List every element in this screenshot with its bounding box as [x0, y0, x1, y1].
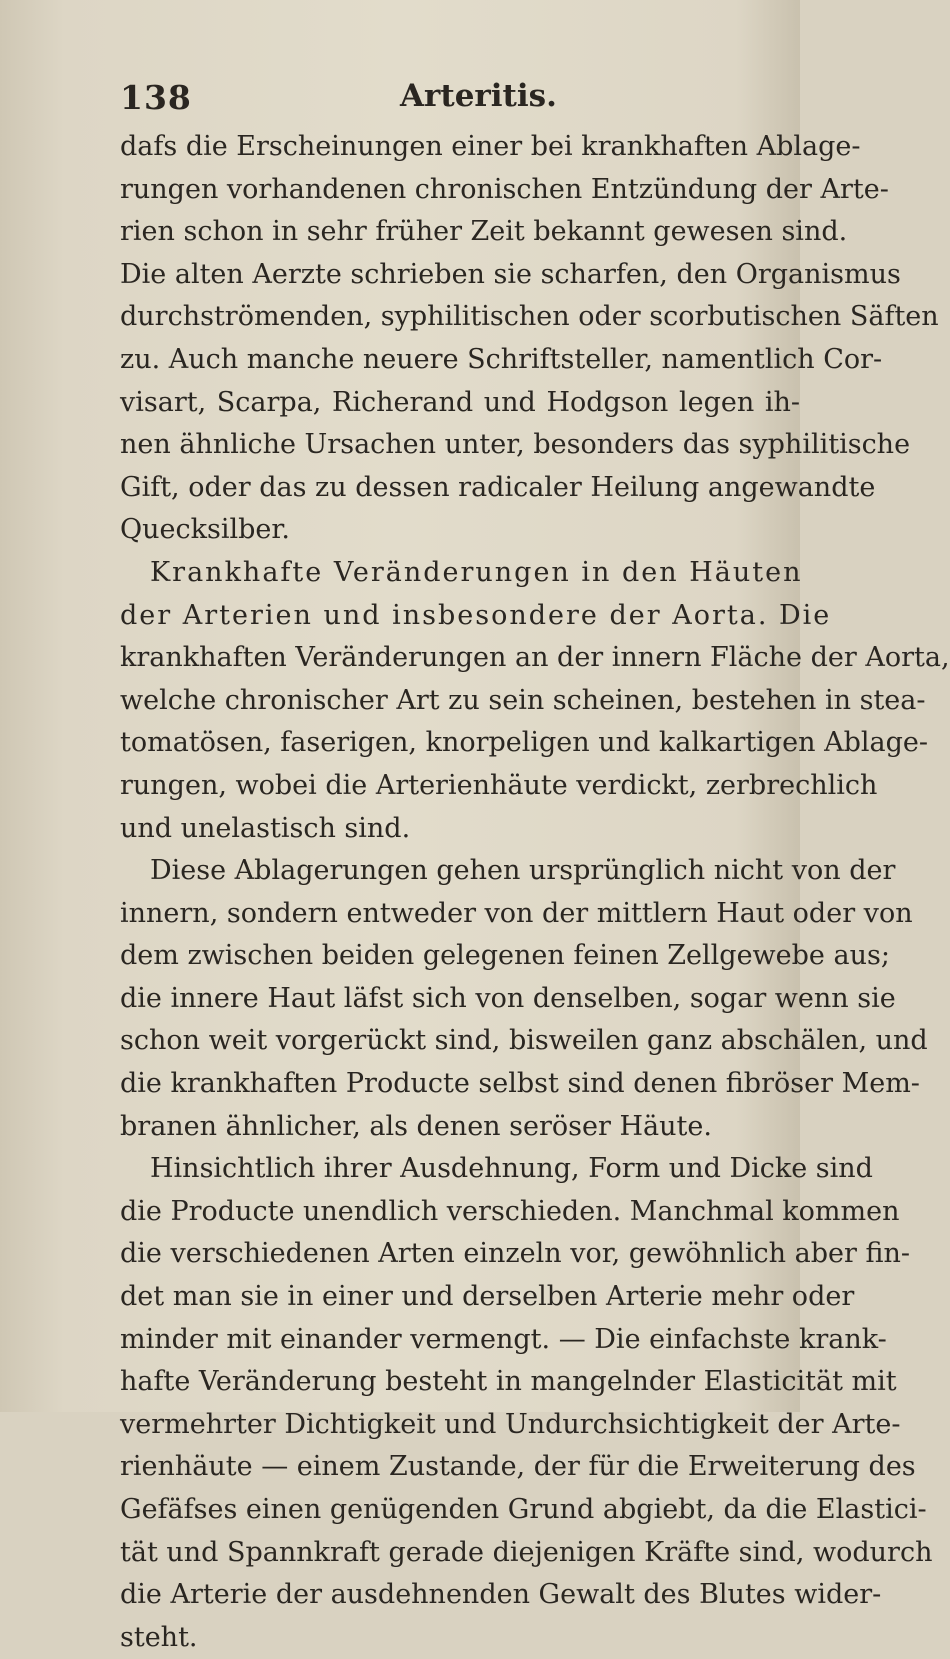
text-line: und unelastisch sind.	[120, 812, 411, 844]
text-line: det man sie in einer und derselben Arterie mehr oder	[120, 1281, 855, 1313]
body-text	[120, 126, 950, 1659]
text-line: tomatösen, faserigen, knorpeligen und kalkartigen Ablage-	[120, 727, 928, 759]
page-header	[120, 78, 780, 122]
text-line: die verschiedenen Arten einzeln vor, gewöhnlich aber fin-	[120, 1238, 910, 1270]
text-line: tät und Spannkraft gerade diejenigen Kräfte sind, wodurch	[120, 1536, 933, 1568]
text-line: dafs die Erscheinungen einer bei krankhaften Ablage-	[120, 131, 861, 162]
text-line: Krankhafte Veränderungen in den Häuten	[150, 556, 803, 588]
text-line: die innere Haut läfst sich von denselben, sogar wenn sie	[120, 982, 896, 1014]
text-line: nen ähnliche Ursachen unter, besonders das syphilitische	[120, 429, 911, 461]
text-line: die Arterie der ausdehnenden Gewalt des Blutes wider-	[120, 1579, 882, 1611]
text-line: rungen vorhandenen chronischen Entzündung der Arte-	[120, 173, 889, 205]
text-line: Quecksilber.	[120, 514, 290, 546]
text-line: innern, sondern entweder von der mittlern Haut oder von	[120, 897, 913, 929]
text-line: Gift, oder das zu dessen radicaler Heilung angewandte	[120, 471, 876, 503]
text-line: zu. Auch manche neuere Schriftsteller, namentlich Cor-	[120, 343, 883, 375]
text-line: minder mit einander vermengt. — Die einfachste krank-	[120, 1323, 887, 1355]
text-line: branen ähnlicher, als denen seröser Häute.	[120, 1110, 712, 1142]
text-line: Hinsichtlich ihrer Ausdehnung, Form und Dicke sind	[150, 1153, 873, 1185]
page-number: 138	[120, 78, 192, 117]
text-line: rienhäute — einem Zustande, der für die Erweiterung des	[120, 1451, 916, 1483]
text-line: durchströmenden, syphilitischen oder scorbutischen Säften	[120, 301, 939, 333]
text-line: Diese Ablagerungen gehen ursprünglich nicht von der	[150, 855, 896, 887]
text-line: die Producte unendlich verschieden. Manchmal kommen	[120, 1195, 900, 1227]
running-title: Arteritis.	[400, 78, 557, 114]
text-line: schon weit vorgerückt sind, bisweilen ganz abschälen, und	[120, 1025, 928, 1057]
text-line: steht.	[120, 1621, 198, 1653]
text-line: dem zwischen beiden gelegenen feinen Zellgewebe aus;	[120, 940, 890, 972]
text-line: die krankhaften Producte selbst sind denen fibröser Mem-	[120, 1068, 920, 1100]
text-line: vermehrter Dichtigkeit und Undurchsichtigkeit der Arte-	[120, 1408, 901, 1440]
text-line: rungen, wobei die Arterienhäute verdickt, zerbrechlich	[120, 769, 878, 801]
text-line: krankhaften Veränderungen an der innern Fläche der Aorta,	[120, 642, 950, 674]
text-line: hafte Veränderung besteht in mangelnder Elasticität mit	[120, 1366, 897, 1398]
text-line: Gefäfses einen genügenden Grund abgiebt, da die Elastici-	[120, 1494, 927, 1525]
text-line: welche chronischer Art zu sein scheinen, bestehen in stea-	[120, 684, 926, 716]
text-line: Die alten Aerzte schrieben sie scharfen, den Organismus	[120, 258, 901, 290]
text-line: der Arterien und insbesondere der Aorta. Die	[120, 599, 832, 631]
text-line: visart, Scarpa, Richerand und Hodgson legen ih-	[120, 386, 800, 418]
text-line: rien schon in sehr früher Zeit bekannt gewesen sind.	[120, 216, 848, 248]
